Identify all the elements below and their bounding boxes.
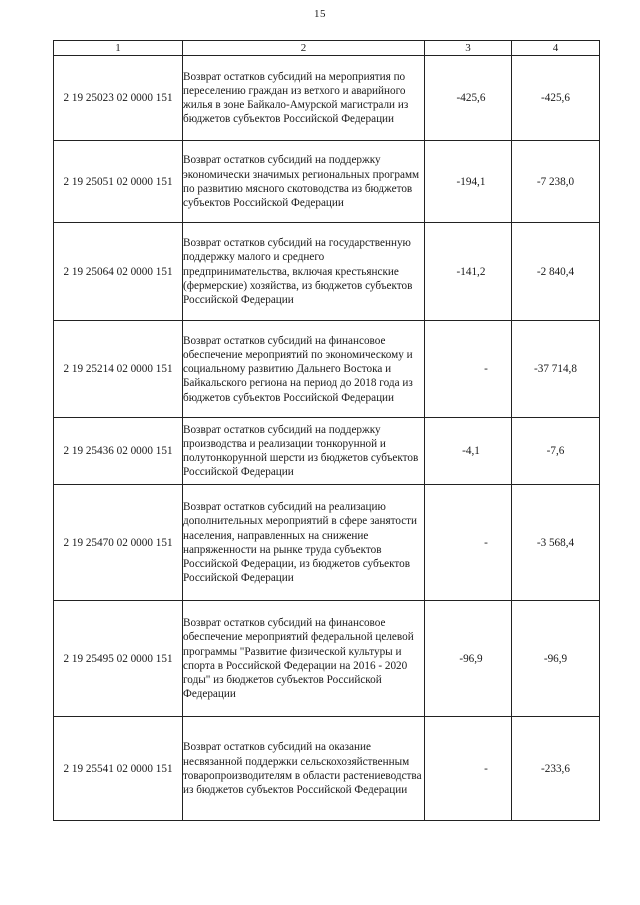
value-col3-text: - (484, 762, 488, 775)
value-col3-text: - (484, 536, 488, 549)
column-header-3: 3 (425, 41, 512, 56)
budget-code: 2 19 25051 02 0000 151 (54, 141, 183, 223)
value-col3 (425, 321, 512, 418)
value-col4 (512, 56, 600, 141)
table-row (54, 485, 600, 601)
value-col3 (425, 601, 512, 717)
column-header-2: 2 (183, 41, 425, 56)
value-col3-text: - (484, 363, 488, 376)
budget-code: 2 19 25495 02 0000 151 (54, 601, 183, 717)
table-row (54, 141, 600, 223)
budget-code: 2 19 25436 02 0000 151 (54, 418, 183, 485)
budget-table (53, 40, 600, 821)
budget-code: 2 19 25064 02 0000 151 (54, 223, 183, 321)
table-row (54, 321, 600, 418)
value-col4 (512, 485, 600, 601)
value-col3 (425, 717, 512, 821)
table-row (54, 56, 600, 141)
value-col4-text: -425,6 (541, 92, 570, 105)
description: Возврат остатков субсидий на поддержку производства и реализации тонкорунной и полутонкорунной шерсти из бюджетов субъектов Российской Федерации (183, 418, 425, 485)
value-col3 (425, 56, 512, 141)
value-col4 (512, 223, 600, 321)
value-col4-text: -2 840,4 (536, 265, 575, 278)
budget-code: 2 19 25541 02 0000 151 (54, 717, 183, 821)
value-col4-text: -7,6 (546, 445, 565, 458)
value-col4 (512, 601, 600, 717)
value-col3-text: -141,2 (456, 265, 486, 278)
value-col4 (512, 717, 600, 821)
description: Возврат остатков субсидий на государственную поддержку малого и среднего предпринимательства, включая крестьянские (фермерские) хозяйства, из бюджетов субъектов Российской Федерации (183, 223, 425, 321)
description: Возврат остатков субсидий на реализацию дополнительных мероприятий в сфере занятости населения, направленных на снижение напряженности на рынке труда субъектов Российской Федерации, из бюджетов субъектов Российской Федерации (183, 485, 425, 601)
value-col3 (425, 223, 512, 321)
budget-code: 2 19 25023 02 0000 151 (54, 56, 183, 141)
table-header-row (54, 41, 600, 56)
table-row (54, 418, 600, 485)
value-col3 (425, 141, 512, 223)
table-row (54, 601, 600, 717)
value-col4 (512, 321, 600, 418)
budget-code: 2 19 25470 02 0000 151 (54, 485, 183, 601)
column-header-4: 4 (512, 41, 600, 56)
table-row (54, 223, 600, 321)
value-col4-text: -3 568,4 (536, 536, 575, 549)
page-number: 15 (314, 8, 326, 20)
description: Возврат остатков субсидий на поддержку экономически значимых региональных программ по развитию мясного скотоводства из бюджетов субъектов Российской Федерации (183, 141, 425, 223)
value-col3-text: -425,6 (456, 92, 486, 105)
value-col3 (425, 485, 512, 601)
value-col4 (512, 418, 600, 485)
value-col3-text: -4,1 (462, 445, 480, 458)
budget-code: 2 19 25214 02 0000 151 (54, 321, 183, 418)
description: Возврат остатков субсидий на финансовое обеспечение мероприятий по экономическому и социальному развитию Дальнего Востока и Байкальского региона на период до 2018 года из бюджетов субъектов Российской Федерации (183, 321, 425, 418)
description: Возврат остатков субсидий на мероприятия по переселению граждан из ветхого и аварийного жилья в зоне Байкало-Амурской магистрали из бюджетов субъектов Российской Федерации (183, 56, 425, 141)
table-row (54, 717, 600, 821)
description: Возврат остатков субсидий на оказание несвязанной поддержки сельскохозяйственным товаропроизводителям в области растениеводства из бюджетов субъектов Российской Федерации (183, 717, 425, 821)
value-col4-text: -7 238,0 (536, 175, 575, 188)
value-col4 (512, 141, 600, 223)
value-col3 (425, 418, 512, 485)
column-header-1: 1 (54, 41, 183, 56)
value-col4-text: -233,6 (541, 762, 570, 775)
value-col4-text: -96,9 (543, 652, 568, 665)
value-col3-text: -194,1 (456, 175, 486, 188)
value-col3-text: -96,9 (459, 652, 483, 665)
description: Возврат остатков субсидий на финансовое обеспечение мероприятий федеральной целевой программы "Развитие физической культуры и спорта в Российской Федерации на 2016 - 2020 годы" из бюджетов субъектов Российской Федерации (183, 601, 425, 717)
value-col4-text: -37 714,8 (534, 363, 577, 376)
